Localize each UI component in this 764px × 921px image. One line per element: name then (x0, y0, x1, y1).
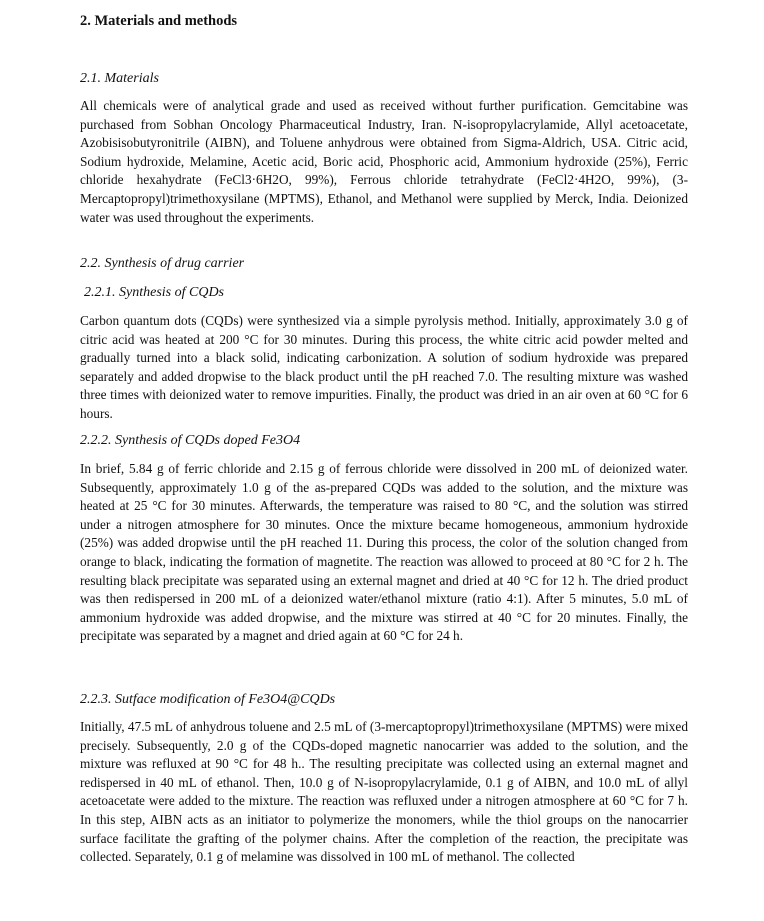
materials-paragraph: All chemicals were of analytical grade and used as received without further purification. Gemcitabine was purchased from Sobhan Oncology Pharmaceutical Industry, Iran. N-isopropylacrylamide, Allyl acetoacetate, Azobisisobutyronitrile (AIBN), and Toluene anhydrous were obtained from Sigma-Aldrich, USA. Citric acid, Sodium hydroxide, Melamine, Acetic acid, Boric acid, Phosphoric acid, Ammonium hydroxide (25%), Ferric chloride hexahydrate (FeCl3·6H2O, 99%), Ferrous chloride tetrahydrate (FeCl2·4H2O, 99%), (3-Mercaptopropyl)trimethoxysilane (MPTMS), Ethanol, and Methanol were supplied by Merck, India. Deionized water was used throughout the experiments. (80, 98, 688, 225)
surface-paragraph: Initially, 47.5 mL of anhydrous toluene and 2.5 mL of (3-mercaptopropyl)trimethoxysilane (MPTMS) were mixed precisely. Subsequently, 2.0 g of the CQDs-doped magnetic nanocarrier was added to the solution, and the mixture was refluxed at 90 °C for 48 h.. The resulting precipitate was collected using an external magnet and redispersed in 40 mL of ethanol. Then, 10.0 g of N-isopropylacrylamide, 0.1 g of AIBN, and 10.0 mL of allyl acetoacetate were added to the mixture. The reaction was refluxed under a nitrogen atmosphere at 60 °C for 7 h. In this step, AIBN acts as an initiator to polymerize the monomers, while the thiol groups on the nanocarrier surface facilitate the grafting of the polymer chains. After the completion of the reaction, the precipitate was collected. Separately, 0.1 g of melamine was dissolved in 100 mL of methanol. The collected (80, 719, 688, 865)
doped-heading: 2.2.2. Synthesis of CQDs doped Fe3O4 (80, 433, 301, 448)
synthesis-heading: 2.2. Synthesis of drug carrier (80, 256, 245, 271)
surface-heading: 2.2.3. Sutface modification of Fe3O4@CQDs (80, 692, 336, 707)
materials-heading: 2.1. Materials (80, 71, 159, 86)
cqds-paragraph: Carbon quantum dots (CQDs) were synthesized via a simple pyrolysis method. Initially, approximately 3.0 g of citric acid was heated at 200 °C for 30 minutes. During this process, the white citric acid powder melted and gradually turned into a black solid, indicating carbonization. A solution of sodium hydroxide was prepared separately and added dropwise to the black product until the pH reached 7.0. The resulting mixture was washed three times with deionized water to remove impurities. Finally, the product was dried in an air oven at 60 °C for 6 hours. (80, 313, 688, 421)
cqds-heading: 2.2.1. Synthesis of CQDs (84, 285, 224, 300)
section-title: 2. Materials and methods (80, 13, 238, 29)
doped-paragraph: In brief, 5.84 g of ferric chloride and 2.15 g of ferrous chloride were dissolved in 200 mL of deionized water. Subsequently, approximately 1.0 g of the as-prepared CQDs was added to the solution, and the mixture was heated at 25 °C for 30 minutes. Afterwards, the temperature was raised to 80 °C, and the solution was stirred under a nitrogen atmosphere for 30 minutes. Once the mixture became homogeneous, ammonium hydroxide (25%) was added dropwise until the pH reached 11. During this process, the color of the solution changed from orange to black, indicating the formation of magnetite. The reaction was allowed to proceed at 80 °C for 2 h. The resulting black precipitate was separated using an external magnet and dried at 40 °C for 12 h. The dried product was then redispersed in 200 mL of a deionized water/ethanol mixture (ratio 4:1). After 5 minutes, 5.0 mL of ammonium hydroxide was added dropwise, and the mixture was stirred at 40 °C for 20 minutes. Finally, the precipitate was separated by a magnet and dried again at 60 °C for 24 h. (80, 461, 688, 644)
